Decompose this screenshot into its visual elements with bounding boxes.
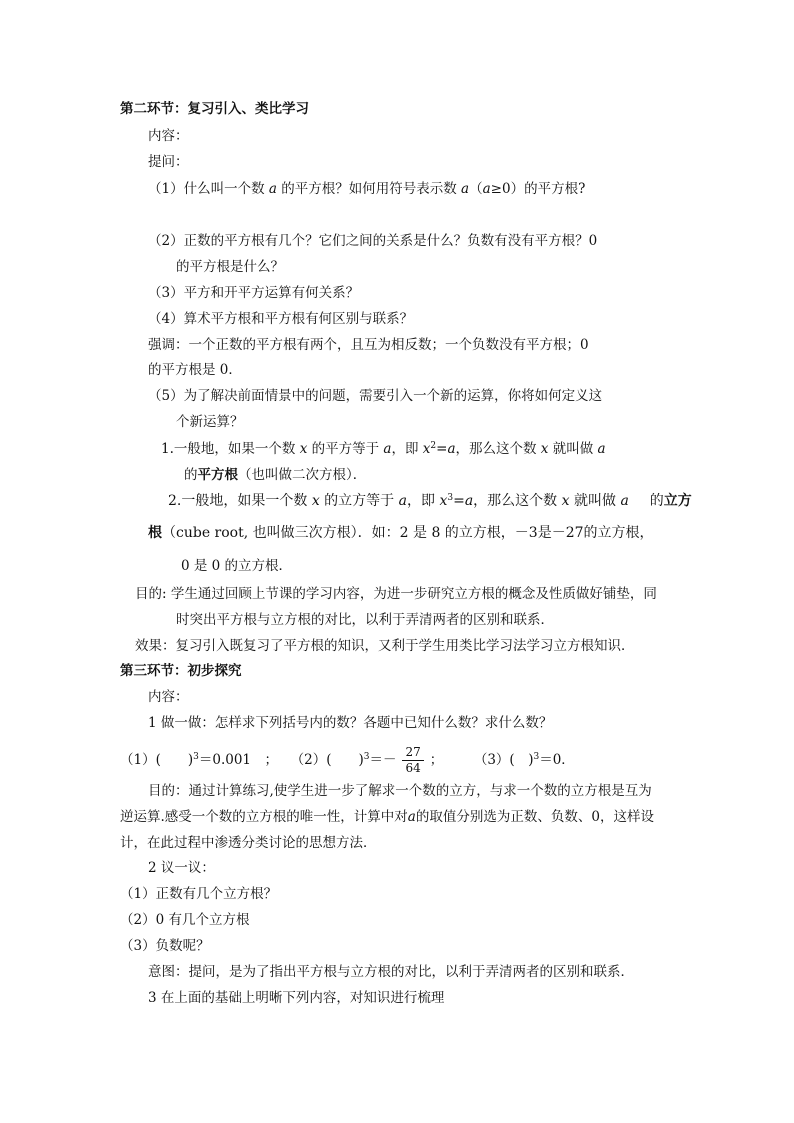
def1-text-a: 1.一般地，如果一个数 [161, 441, 296, 457]
question-label: 提问： [148, 154, 189, 170]
eq2-fraction [402, 745, 423, 776]
def2-var-x3: x [561, 493, 570, 509]
def1-text-e: 就叫做 [552, 441, 594, 457]
definition-1-line2 [184, 465, 366, 485]
def1-text-d: ，那么这个数 [455, 441, 537, 457]
definition-1-line1 [161, 439, 606, 459]
q1-text-a: （1）什么叫一个数 [148, 181, 265, 197]
def2-term-part1: 立方 [663, 493, 692, 509]
purpose3-line2-a: 逆运算.感受一个数的立方根的唯一性，计算中对 [120, 809, 408, 825]
content-label: 内容： [148, 128, 189, 144]
purpose-3-line1: 目的：通过计算练习,使学生进一步了解求一个数的立方，与求一个数的立方根是互为 [148, 783, 652, 799]
eq2-denominator: 64 [405, 761, 421, 775]
def2-text-b: 的立方等于 [324, 493, 395, 509]
def2-var-a3: a [464, 493, 474, 509]
q1-text-f: ≥0）的平方根? [490, 181, 586, 197]
def1-term: 平方根 [197, 467, 238, 483]
def2-line2-text: （cube root, 也叫做三次方根）．如：2 是 8 的立方根，－3是－27的立方根， [162, 525, 654, 541]
def2-text-a: 2.一般地，如果一个数 [168, 493, 308, 509]
def2-text-c: ，即 [406, 493, 435, 509]
eq2-lhs: （2）( ) [290, 752, 364, 768]
def1-exponent: 2 [430, 441, 437, 451]
eq1-exponent: 3 [193, 752, 199, 762]
eq3-lhs: （3）( ) [473, 752, 534, 768]
intent-note: 意图：提问，是为了指出平方根与立方根的对比，以利于弄清两者的区别和联系． [148, 964, 634, 980]
emphasis-line2: 的平方根是 0． [148, 362, 242, 378]
def2-term-part2: 根 [148, 525, 162, 541]
discuss-2: （2）0 有几个立方根 [120, 912, 250, 928]
def2-text-e: 就叫做 [573, 493, 616, 509]
eq2-exponent: 3 [363, 752, 370, 762]
def2-var-a: a [398, 493, 407, 509]
def1-var-a4: a [597, 441, 606, 457]
def2-text-f: 的 [649, 493, 664, 509]
def1-var-x: x [299, 441, 308, 457]
question-2-line2: 的平方根是什么？ [176, 259, 284, 275]
question-3: （3）平方和开平方运算有何关系？ [148, 285, 360, 301]
purpose3-line2-b: 的取值分别选为正数、负数、0，这样设 [415, 809, 654, 825]
purpose3-var: a [407, 809, 416, 825]
definition-2-line3: 0 是 0 的立方根． [181, 558, 293, 574]
def1-text-c: ，即 [391, 441, 419, 457]
def1-var-a3: a [447, 441, 456, 457]
def2-var-x2: x [439, 493, 448, 509]
def1-text-b: 的平方等于 [311, 441, 380, 457]
eq1-rhs: ＝0.001 ； [198, 752, 279, 768]
q1-var-2: a [461, 181, 470, 197]
eq3-rhs: ＝0． [539, 752, 575, 768]
discuss-3: （3）负数呢？ [120, 938, 210, 954]
def1-line2-b: （也叫做二次方根）． [238, 467, 367, 483]
section2-heading: 第二环节：复习引入、类比学习 [120, 101, 309, 117]
eq2-rhs: ＝－ [369, 752, 397, 768]
q1-text-d: （ [469, 181, 483, 197]
question-5-line1: （5）为了解决前面情景中的问题，需要引入一个新的运算，你将如何定义这 [148, 388, 603, 404]
step-3: 3 在上面的基础上明晰下列内容，对知识进行梳理 [148, 990, 445, 1006]
equation-2 [290, 745, 448, 775]
q1-var-3: a [482, 181, 491, 197]
section3-heading: 第三环节：初步探究 [120, 663, 242, 679]
question-2-line1: （2）正数的平方根有几个？它们之间的关系是什么？负数有没有平方根？0 [148, 233, 598, 249]
eq2-numerator: 27 [402, 745, 423, 761]
content-label-3: 内容： [148, 689, 189, 705]
question-5-line2: 个新运算？ [176, 414, 244, 430]
eq2-end: ； [429, 752, 444, 768]
discuss-prompt: 2 议一议： [148, 860, 215, 876]
def2-equals: = [453, 493, 465, 509]
definition-2-line2 [148, 523, 654, 543]
eq1-lhs: （1）( ) [120, 752, 194, 768]
def1-var-a: a [383, 441, 392, 457]
def2-var-a4: a [620, 493, 629, 509]
def1-line2-a: 的 [184, 467, 198, 483]
q1-text-b: 的平方根？如何用符号表示数 [281, 181, 457, 197]
def2-exponent: 3 [447, 493, 454, 503]
equation-row [120, 745, 575, 776]
purpose-3-line2 [120, 807, 654, 827]
emphasis-line1: 强调：一个正数的平方根有两个，且互为相反数；一个负数没有平方根；0 [148, 337, 589, 353]
discuss-1: （1）正数有几个立方根？ [120, 886, 278, 902]
purpose-2-line1: 目的: 学生通过回顾上节课的学习内容，为进一步研究立方根的概念及性质做好铺垫，同 [135, 586, 657, 602]
eq3-exponent: 3 [533, 752, 540, 762]
question-4: （4）算术平方根和平方根有何区别与联系？ [148, 311, 414, 327]
definition-2-line1 [168, 491, 692, 511]
def2-text-d: ，那么这个数 [473, 493, 558, 509]
purpose-3-line3: 计，在此过程中渗透分类讨论的思想方法． [120, 835, 377, 851]
def1-equals: = [436, 441, 448, 457]
equation-3 [474, 752, 575, 768]
def2-var-x: x [311, 493, 320, 509]
effect-2: 效果：复习引入既复习了平方根的知识，又利于学生用类比学习法学习立方根知识． [135, 638, 635, 654]
q1-var: a [268, 181, 277, 197]
def1-var-x3: x [540, 441, 549, 457]
purpose-2-line2: 时突出平方根与立方根的对比，以利于弄清两者的区别和联系． [176, 612, 554, 628]
equation-1 [120, 752, 282, 768]
try-prompt: 1 做一做：怎样求下列括号内的数？各题中已知什么数？求什么数？ [148, 715, 553, 731]
question-1 [148, 179, 585, 199]
def1-var-x2: x [422, 441, 431, 457]
